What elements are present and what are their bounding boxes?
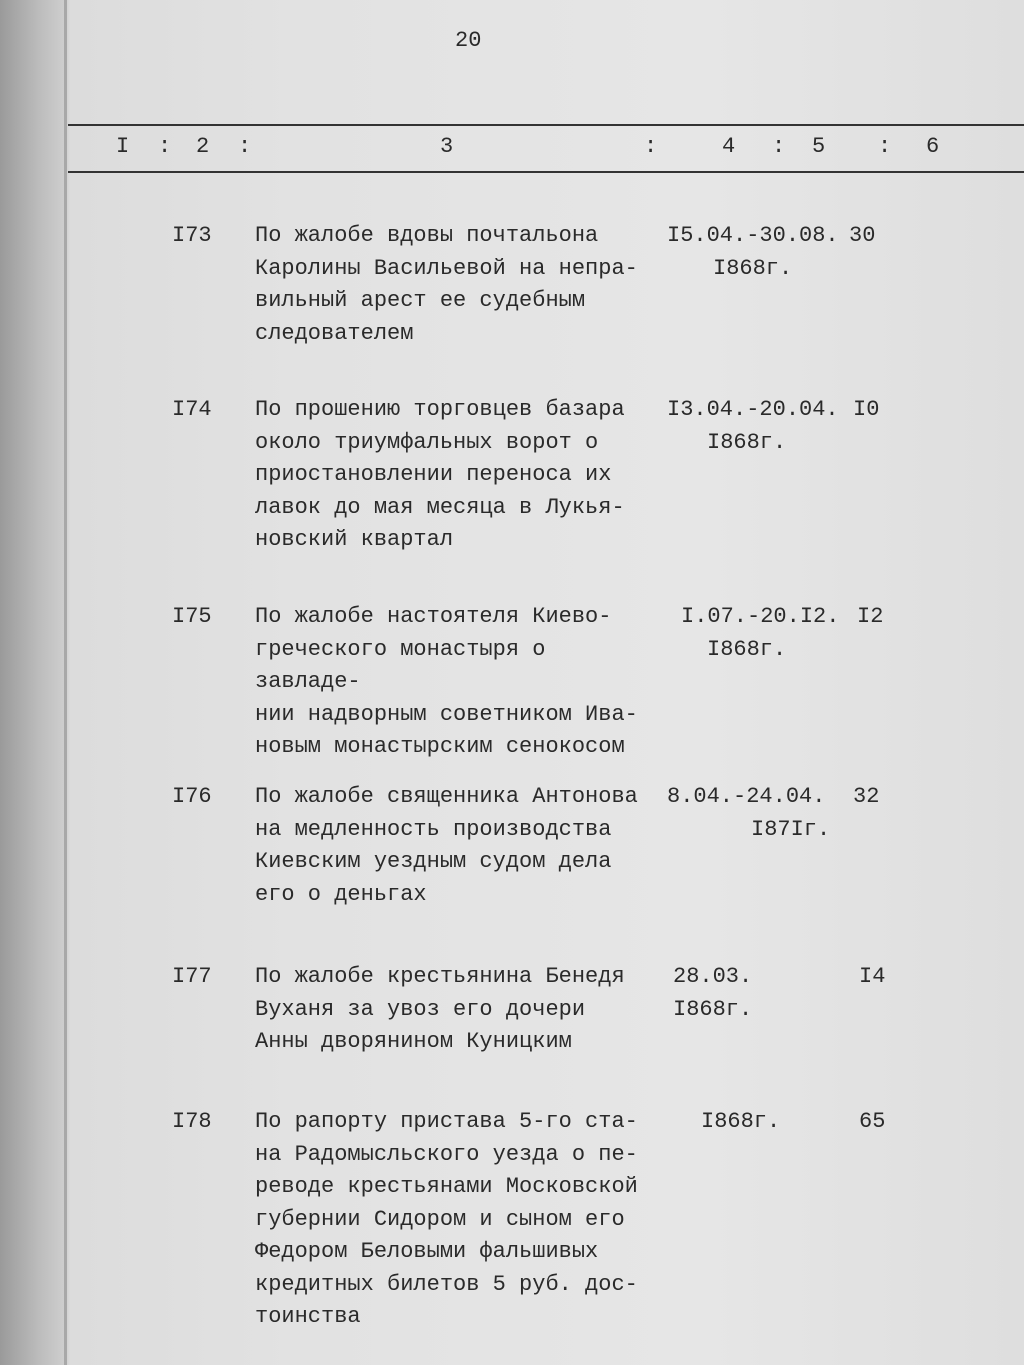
date-line: I5.04.-30.08. <box>667 223 839 248</box>
desc-line: По прошению торговцев базара <box>255 397 625 422</box>
desc-line: кредитных билетов 5 руб. дос- <box>255 1271 638 1297</box>
desc-line: По жалобе настоятеля Киево- <box>255 604 612 629</box>
col-3-label: 3 <box>440 134 454 159</box>
row-date <box>667 220 843 394</box>
row-date <box>667 394 843 601</box>
date-line: I868г. <box>707 429 787 455</box>
inventory-table <box>172 220 1012 1334</box>
desc-line: греческого монастыря о завладе- <box>255 636 546 694</box>
row-number: I78 <box>172 1109 212 1134</box>
date-line: I.07.-20.I2. <box>681 604 840 629</box>
desc-line: тоинства <box>255 1304 361 1329</box>
header-top-rule <box>68 124 1024 126</box>
row-number: I77 <box>172 964 212 989</box>
date-line: I868г. <box>713 255 793 281</box>
desc-line: на Радомысльского уезда о пе- <box>255 1141 638 1167</box>
desc-line: губернии Сидором и сыном его <box>255 1206 625 1232</box>
desc-line: По жалобе крестьянина Бенедя <box>255 964 625 989</box>
row-description <box>255 961 667 1106</box>
row-sheets: I0 <box>853 397 880 422</box>
desc-line: Федором Беловыми фальшивых <box>255 1239 599 1264</box>
table-row <box>172 601 1012 781</box>
desc-line: Каролины Васильевой на непра- <box>255 255 638 281</box>
date-line: 28.03. <box>673 964 753 989</box>
table-row <box>172 220 1012 394</box>
page-edge <box>64 0 67 1365</box>
row-sheets: 65 <box>859 1109 886 1134</box>
row-date <box>667 601 843 781</box>
desc-line: Анны дворянином Куницким <box>255 1029 572 1054</box>
col-sep: : <box>772 134 786 159</box>
date-line: I868г. <box>673 996 753 1022</box>
col-sep: : <box>238 134 252 159</box>
header-bottom-rule <box>68 171 1024 173</box>
desc-line: лавок до мая месяца в Лукья- <box>255 494 625 520</box>
row-number: I75 <box>172 604 212 629</box>
date-line: I868г. <box>707 636 787 662</box>
desc-line: около триумфальных ворот о <box>255 429 599 455</box>
row-description <box>255 781 667 961</box>
col-sep: : <box>878 134 892 159</box>
row-date <box>667 1106 843 1334</box>
col-2-label: 2 <box>196 134 210 159</box>
col-sep: : <box>158 134 172 159</box>
row-date <box>667 781 843 961</box>
desc-line: приостановлении переноса их <box>255 462 612 487</box>
desc-line: По жалобе вдовы почтальона <box>255 223 599 248</box>
date-line: 8.04.-24.04. <box>667 784 826 809</box>
desc-line: на медленность производства <box>255 816 612 842</box>
row-description <box>255 394 667 601</box>
date-line: I868г. <box>701 1109 781 1134</box>
col-4-label: 4 <box>722 134 736 159</box>
col-1-label: I <box>116 134 130 159</box>
desc-line: его о деньгах <box>255 881 427 907</box>
desc-line: По рапорту пристава 5-го ста- <box>255 1109 638 1134</box>
desc-line: новский квартал <box>255 527 454 552</box>
col-sep: : <box>644 134 658 159</box>
page-number: 20 <box>455 28 482 53</box>
row-number: I74 <box>172 397 212 422</box>
desc-line: новым монастырским сенокосом <box>255 734 625 759</box>
desc-line: следователем <box>255 320 414 346</box>
date-line: I3.04.-20.04. <box>667 397 839 422</box>
desc-line: реводе крестьянами Московской <box>255 1174 638 1199</box>
desc-line: Киевским уездным судом дела <box>255 849 612 874</box>
table-row <box>172 394 1012 601</box>
table-row <box>172 961 1012 1106</box>
table-row <box>172 781 1012 961</box>
row-sheets: 32 <box>853 784 880 809</box>
desc-line: нии надворным советником Ива- <box>255 701 638 727</box>
row-date <box>667 961 843 1106</box>
date-line: I87Iг. <box>751 816 831 842</box>
row-number: I76 <box>172 784 212 809</box>
col-5-label: 5 <box>812 134 826 159</box>
table-row <box>172 1106 1012 1334</box>
desc-line: Вуханя за увоз его дочери <box>255 996 586 1022</box>
row-description <box>255 220 667 394</box>
col-6-label: 6 <box>926 134 940 159</box>
row-number: I73 <box>172 223 212 248</box>
desc-line: По жалобе священника Антонова <box>255 784 638 809</box>
row-sheets: I2 <box>857 604 884 629</box>
row-sheets: 30 <box>849 223 876 248</box>
row-sheets: I4 <box>859 964 886 989</box>
desc-line: вильный арест ее судебным <box>255 288 586 313</box>
row-description <box>255 1106 667 1334</box>
row-description <box>255 601 667 781</box>
